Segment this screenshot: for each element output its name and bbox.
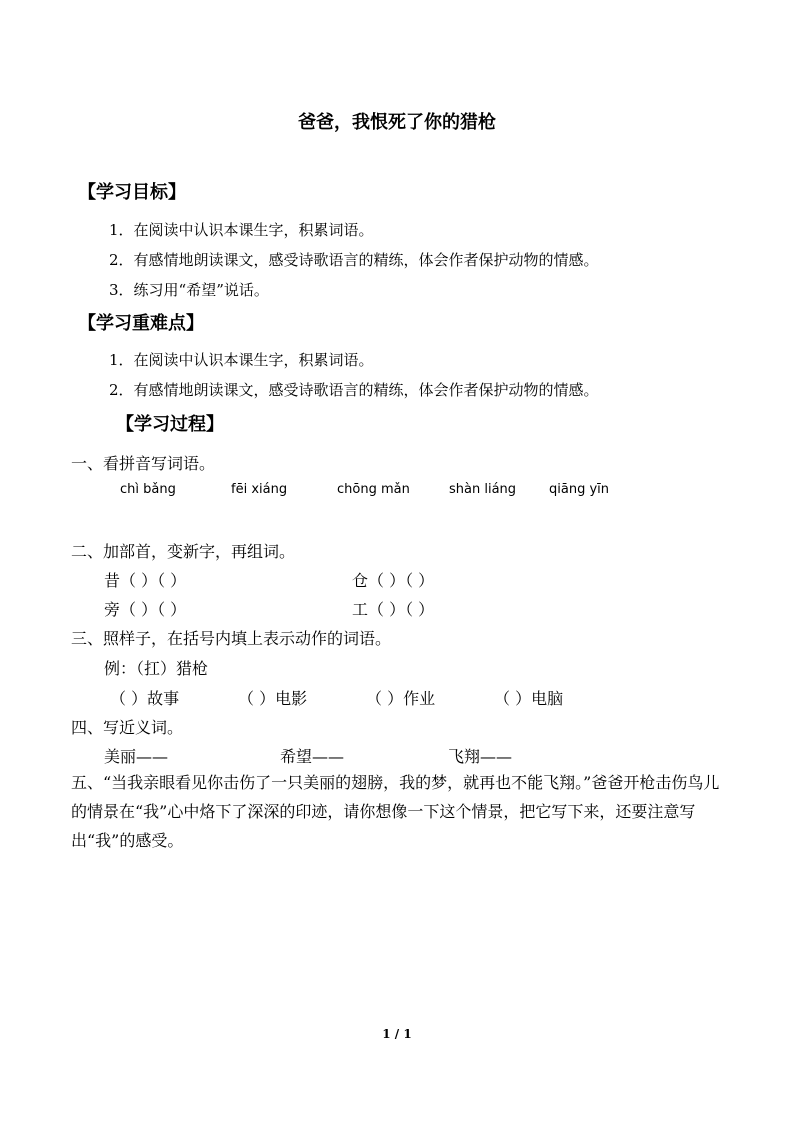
page-number: 1 / 1	[382, 1027, 412, 1041]
key-point-item-2: 2．有感情地朗读课文，感受诗歌语言的精练，体会作者保护动物的情感。	[109, 381, 599, 399]
q1-label: 一、看拼音写词语。	[71, 454, 216, 473]
pinyin-2: fēi xiáng	[231, 482, 288, 497]
q2-label: 二、加部首，变新字，再组词。	[71, 542, 296, 561]
goal-item-2: 2．有感情地朗读课文，感受诗歌语言的精练，体会作者保护动物的情感。	[109, 251, 599, 269]
pinyin-1: chì bǎng	[120, 482, 176, 497]
q3-example: 例：（扛）猎枪	[104, 659, 209, 678]
goal-item-3: 3．练习用“希望”说话。	[109, 281, 269, 299]
pinyin-3: chōng mǎn	[337, 482, 410, 497]
q5-paragraph: 五、“当我亲眼看见你击伤了一只美丽的翅膀，我的梦，就再也不能飞翔。”爸爸开枪击伤鸟儿的情景在“我”心中烙下了深深的印迹，请你想像一下这个情景，把它写下来，还要注意写出“我”的感受。	[71, 773, 720, 850]
process-heading: 【学习过程】	[116, 414, 224, 435]
q4-word-3: 飞翔——	[448, 747, 513, 766]
q2-row1-left: 昔（ ）（ ）	[104, 571, 187, 590]
key-points-heading: 【学习重难点】	[78, 313, 204, 334]
pinyin-5: qiāng yīn	[549, 482, 609, 497]
key-point-item-1: 1．在阅读中认识本课生字，积累词语。	[109, 351, 374, 369]
goal-item-1: 1．在阅读中认识本课生字，积累词语。	[109, 221, 374, 239]
q4-label: 四、写近义词。	[71, 718, 184, 737]
q3-blank-3: （ ）作业	[366, 689, 436, 708]
q3-label: 三、照样子，在括号内填上表示动作的词语。	[71, 629, 392, 648]
q4-word-1: 美丽——	[104, 747, 169, 766]
q2-row2-left: 旁（ ）（ ）	[104, 600, 187, 619]
q3-blank-2: （ ）电影	[238, 689, 308, 708]
q4-word-2: 希望——	[280, 747, 345, 766]
page-title: 爸爸，我恨死了你的猎枪	[298, 112, 496, 133]
q3-blank-1: （ ）故事	[110, 689, 180, 708]
q3-blank-4: （ ）电脑	[494, 689, 564, 708]
goals-heading: 【学习目标】	[78, 182, 186, 203]
q2-row2-right: 工（ ）（ ）	[352, 600, 435, 619]
q2-row1-right: 仓（ ）（ ）	[352, 571, 435, 590]
pinyin-4: shàn liáng	[449, 482, 517, 497]
